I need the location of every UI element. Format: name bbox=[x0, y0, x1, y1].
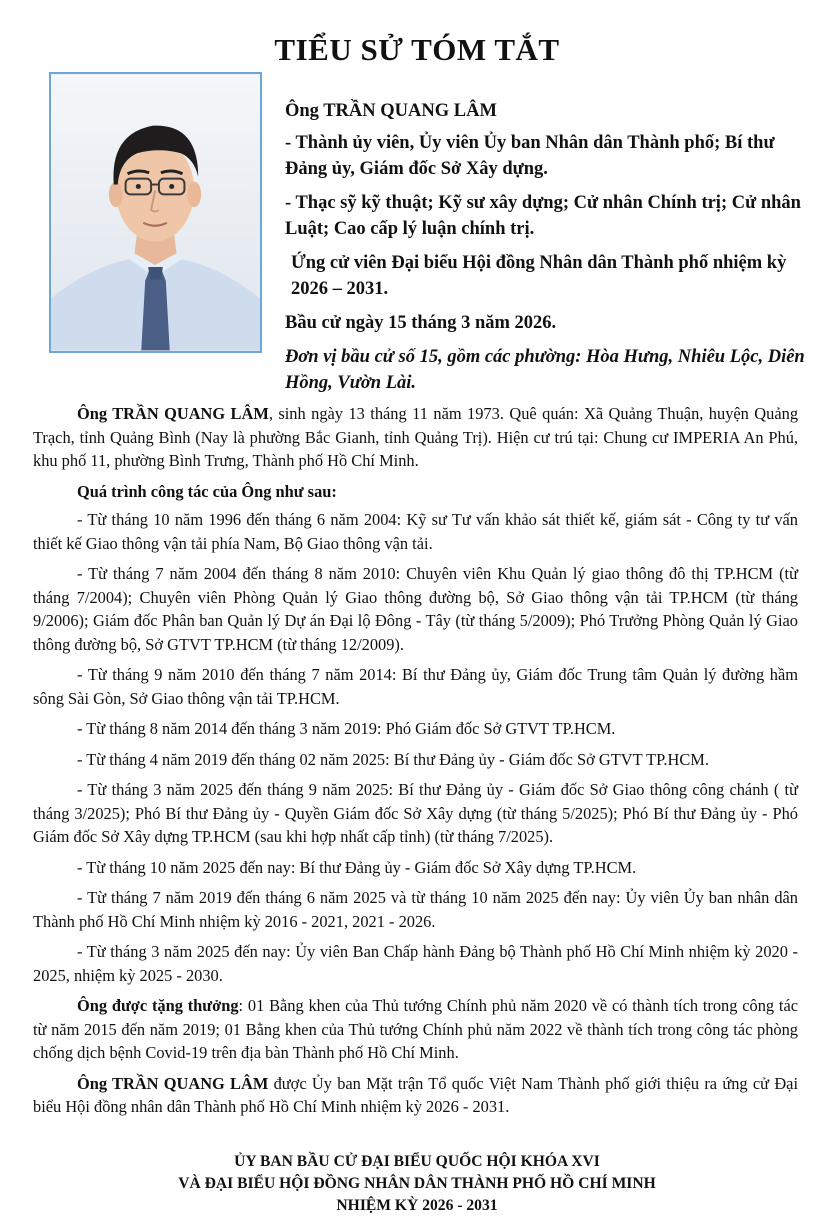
closing-paragraph bbox=[33, 1072, 798, 1119]
awards-paragraph bbox=[33, 994, 798, 1065]
closing-text: được Ủy ban Mặt trận Tổ quốc Việt Nam Thành phố giới thiệu ra ứng cử Đại biểu Hội đồng nhân dân Thành phố Hồ Chí Minh nhiệm kỳ 2026 - 2031. bbox=[33, 1073, 799, 1116]
candidate-positions: - Thành ủy viên, Ủy viên Ủy ban Nhân dân Thành phố; Bí thư Đảng ủy, Giám đốc Sở Xây dựng. bbox=[285, 133, 775, 179]
candidate-name: Ông TRẦN QUANG LÂM bbox=[285, 101, 497, 121]
career-item: - Từ tháng 10 năm 2025 đến nay: Bí thư Đảng ủy - Giám đốc Sở Xây dựng TP.HCM. bbox=[77, 857, 637, 877]
page-title: TIỂU SỬ TÓM TẮT bbox=[274, 32, 560, 67]
career-item: - Từ tháng 4 năm 2019 đến tháng 02 năm 2025: Bí thư Đảng ủy - Giám đốc Sở GTVT TP.HCM. bbox=[77, 749, 709, 769]
career-item: - Từ tháng 3 năm 2025 đến nay: Ủy viên Ban Chấp hành Đảng bộ Thành phố Hồ Chí Minh nhiệm kỳ 2020 - 2025, nhiệm kỳ 2025 - 2030. bbox=[33, 942, 798, 985]
career-item: - Từ tháng 9 năm 2010 đến tháng 7 năm 2014: Bí thư Đảng ủy, Giám đốc Trung tâm Quản lý đường hầm sông Sài Gòn, Sở Giao thông vận tải TP.HCM. bbox=[33, 665, 798, 708]
bio-intro-text: , sinh ngày 13 tháng 11 năm 1973. Quê quán: Xã Quảng Thuận, huyện Quảng Trạch, tỉnh Quảng Bình (Nay là phường Bắc Gianh, tỉnh Quảng Trị). Hiện cư trú tại: Chung cư IMPERIA An Phú, khu phố 11, phường Bình Trưng, Thành phố Hồ Chí Minh. bbox=[33, 404, 799, 470]
awards-text: : 01 Bằng khen của Thủ tướng Chính phủ năm 2020 về có thành tích trong công tác từ năm 2015 đến năm 2019; 01 Bằng khen của Thủ tướng Chính phủ năm 2022 về thành tích trong công tác phòng chống dịch bệnh Covid-19 trên địa bàn Thành phố Hồ Chí Minh. bbox=[33, 996, 798, 1062]
bio-intro bbox=[33, 402, 798, 473]
bio-name: Ông TRẦN QUANG LÂM bbox=[77, 404, 269, 423]
candidate-degrees: - Thạc sỹ kỹ thuật; Kỹ sư xây dựng; Cử nhân Chính trị; Cử nhân Luật; Cao cấp lý luận chính trị. bbox=[285, 193, 801, 239]
career-item: - Từ tháng 3 năm 2025 đến tháng 9 năm 2025: Bí thư Đảng ủy - Giám đốc Sở Giao thông công chánh ( từ tháng 3/2025); Phó Bí thư Đảng ủy - Quyền Giám đốc Sở Xây dựng (từ tháng 5/2025); Phó Bí thư Đảng ủy - Phó Giám đốc Sở Xây dựng TP.HCM (sau khi hợp nhất cấp tỉnh) (từ tháng 7/2025). bbox=[33, 780, 798, 846]
closing-name: Ông TRẦN QUANG LÂM bbox=[77, 1073, 269, 1093]
issuer-footer bbox=[0, 1151, 834, 1217]
career-item: - Từ tháng 8 năm 2014 đến tháng 3 năm 2019: Phó Giám đốc Sở GTVT TP.HCM. bbox=[77, 719, 616, 738]
candidate-header bbox=[285, 98, 815, 404]
footer-line-2: VÀ ĐẠI BIỂU HỘI ĐỒNG NHÂN DÂN THÀNH PHỐ HỒ CHÍ MINH bbox=[178, 1175, 656, 1192]
career-item: - Từ tháng 10 năm 1996 đến tháng 6 năm 2004: Kỹ sư Tư vấn khảo sát thiết kế, giám sát - Công ty tư vấn thiết kế Giao thông vận tải phía Nam, Bộ Giao thông vận tải. bbox=[33, 510, 798, 553]
awards-label: Ông được tặng thưởng bbox=[77, 996, 239, 1015]
election-date: Bầu cử ngày 15 tháng 3 năm 2026. bbox=[285, 313, 557, 333]
portrait-photo bbox=[49, 72, 262, 353]
candidacy-line: Ứng cử viên Đại biểu Hội đồng Nhân dân Thành phố nhiệm kỳ 2026 – 2031. bbox=[291, 253, 787, 299]
career-heading: Quá trình công tác của Ông như sau: bbox=[77, 481, 337, 501]
biography bbox=[33, 402, 798, 1126]
career-item: - Từ tháng 7 năm 2019 đến tháng 6 năm 2025 và từ tháng 10 năm 2025 đến nay: Ủy viên Ủy ban nhân dân Thành phố Hồ Chí Minh nhiệm kỳ 2016 - 2021, 2021 - 2026. bbox=[33, 888, 798, 931]
footer-line-3: NHIỆM KỲ 2026 - 2031 bbox=[336, 1197, 498, 1214]
career-item: - Từ tháng 7 năm 2004 đến tháng 8 năm 2010: Chuyên viên Khu Quản lý giao thông đô thị TP.HCM (từ tháng 7/2004); Chuyên viên Phòng Quản lý Giao thông đường bộ, Sở Giao thông vận tải TP.HCM (từ tháng 9/2006); Giám đốc Phân ban Quản lý Dự án Đại lộ Đông - Tây (từ tháng 5/2009); Phó Trưởng Phòng Quản lý Giao thông đường bộ, Sở GTVT TP.HCM (từ tháng 12/2009). bbox=[33, 564, 798, 654]
footer-line-1: ỦY BAN BẦU CỬ ĐẠI BIỂU QUỐC HỘI KHÓA XVI bbox=[234, 1153, 600, 1170]
electoral-unit: Đơn vị bầu cử số 15, gồm các phường: Hòa Hưng, Nhiêu Lộc, Diên Hồng, Vườn Lài. bbox=[285, 347, 805, 393]
